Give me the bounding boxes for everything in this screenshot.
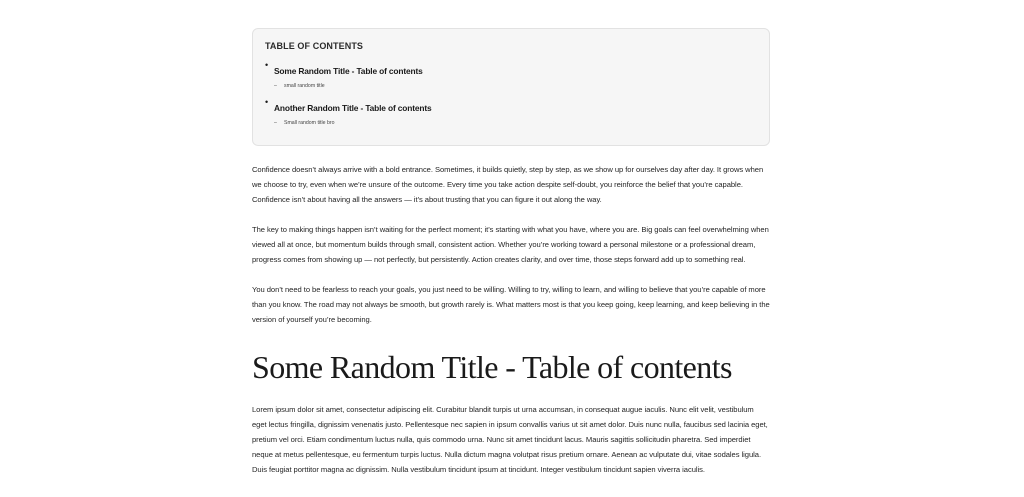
- section-heading: Some Random Title - Table of contents: [252, 349, 732, 385]
- toc-link-some-random-title[interactable]: Some Random Title - Table of contents: [274, 66, 423, 76]
- toc-item: [265, 61, 757, 91]
- toc-subitem-link[interactable]: – Small random title bro: [274, 119, 757, 128]
- toc-subitem-link[interactable]: – small random title: [274, 82, 757, 91]
- toc-sublist: [274, 119, 757, 128]
- body-paragraph: You don’t need to be fearless to reach your goals, you just need to be willing. Willing to try, willing to learn, and willing to believe that you’re capable of more than you know. The road may not always be smooth, but growth rarely is. What matters most is that you keep going, keep learning, and keep believing in the version of yourself you’re becoming.: [252, 285, 770, 324]
- body-paragraph: The key to making things happen isn’t waiting for the perfect moment; it’s starting with what you have, where you are. Big goals can feel overwhelming when viewed all at once, but momentum builds through small, consistent action. Whether you’re working toward a personal milestone or a professional dream, progress comes from showing up — not perfectly, but persistently. Action creates clarity, and over time, those steps forward add up to something real.: [252, 225, 769, 264]
- table-of-contents: [252, 28, 770, 146]
- toc-list: [265, 61, 757, 128]
- toc-sublist: [274, 82, 757, 91]
- section-body-paragraph: Lorem ipsum dolor sit amet, consectetur adipiscing elit. Curabitur blandit turpis ut urna accumsan, in consequat augue iaculis. Nunc elit velit, vestibulum eget lectus fringilla, dignissim venenatis justo. Pellentesque nec sapien in ipsum convallis varius ut sit amet dolor. Duis nunc nulla, faucibus sed lacinia eget, pretium vel orci. Etiam condimentum luctus nulla, quis commodo urna. Nunc sit amet tincidunt lacus. Mauris sagittis sollicitudin pharetra. Sed imperdiet neque at metus pellentesque, eu fermentum turpis luctus. Nulla dictum magna volutpat risus pretium ornare. Aenean ac vulputate dui, vitae sodales ligula. Duis feugiat porttitor magna ac dignissim. Nulla vestibulum tincidunt ipsum at tincidunt. Integer vestibulum tincidunt sapien viverra iaculis.: [252, 405, 768, 474]
- toc-item: [265, 98, 757, 128]
- toc-link-another-random-title[interactable]: Another Random Title - Table of contents: [274, 103, 432, 113]
- body-paragraph: Confidence doesn’t always arrive with a bold entrance. Sometimes, it builds quietly, step by step, as we show up for ourselves day after day. It grows when we choose to try, even when we’re unsure of the outcome. Every time you take action despite self-doubt, you reinforce the belief that you’re capable. Confidence isn’t about having all the answers — it’s about trusting that you can figure it out along the way.: [252, 165, 764, 204]
- article: [252, 0, 770, 477]
- toc-title: TABLE OF CONTENTS: [265, 41, 364, 51]
